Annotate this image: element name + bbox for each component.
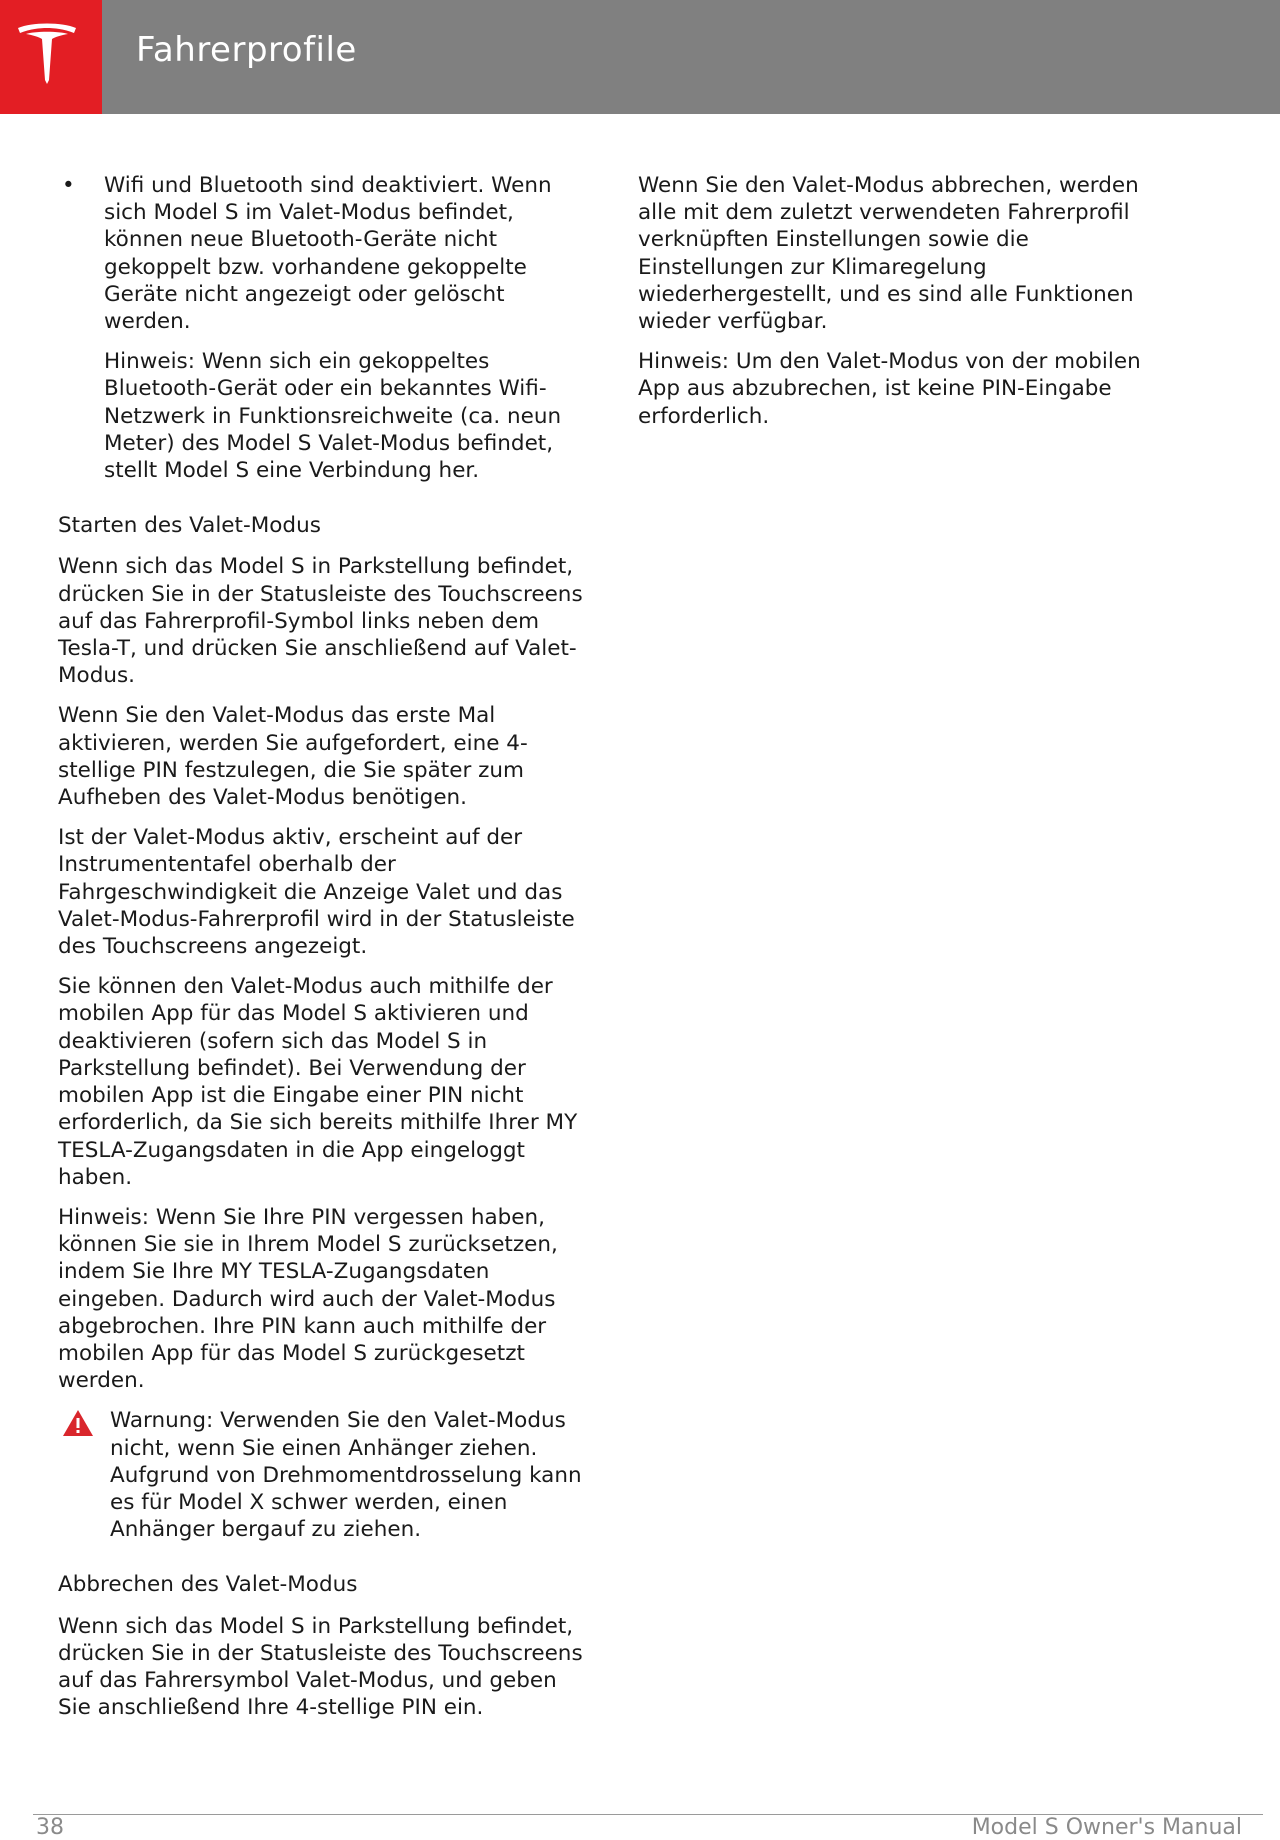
logo-box <box>0 0 102 114</box>
note-paragraph: Hinweis: Um den Valet-Modus von der mobilen App aus abzubrechen, ist keine PIN-Eingabe erforderlich. <box>638 349 1141 429</box>
left-column <box>58 172 588 1734</box>
warning-block <box>58 1407 588 1543</box>
paragraph: Wenn sich das Model S in Parkstellung befindet, drücken Sie in der Statusleiste des Touchscreens auf das Fahrerprofil-Symbol links neben dem Tesla-T, und drücken Sie anschließend auf Valet-Modus. <box>58 554 583 689</box>
warning-text: Warnung: Verwenden Sie den Valet-Modus nicht, wenn Sie einen Anhänger ziehen. Aufgrund von Drehmomentdrosselung kann es für Model X schwer werden, einen Anhänger bergauf zu ziehen. <box>110 1408 582 1543</box>
manual-title: Model S Owner's Manual <box>971 1815 1242 1840</box>
paragraph: Wenn Sie den Valet-Modus das erste Mal aktivieren, werden Sie aufgefordert, eine 4-stellige PIN festzulegen, die Sie später zum Aufheben des Valet-Modus benötigen. <box>58 703 528 811</box>
bullet-dot: • <box>62 173 75 198</box>
paragraph: Wenn sich das Model S in Parkstellung befindet, drücken Sie in der Statusleiste des Touchscreens auf das Fahrersymbol Valet-Modus, und geben Sie anschließend Ihre 4-stellige PIN ein. <box>58 1613 583 1721</box>
bullet-note: Hinweis: Wenn sich ein gekoppeltes Bluetooth-Gerät oder ein bekanntes Wifi-Netzwerk in Funktionsreichweite (ca. neun Meter) des Model S Valet-Modus befindet, stellt Model S eine Verbindung her. <box>104 349 562 484</box>
paragraph: Ist der Valet-Modus aktiv, erscheint auf der Instrumententafel oberhalb der Fahrgeschwindigkeit die Anzeige Valet und das Valet-Modus-Fahrerprofil wird in der Statusleiste des Touchscreens angezeigt. <box>58 825 575 960</box>
paragraph: Sie können den Valet-Modus auch mithilfe der mobilen App für das Model S aktivieren und deaktivieren (sofern sich das Model S in Parkstellung befindet). Bei Verwendung der mobilen App ist die Eingabe einer PIN nicht erforderlich, da Sie sich bereits mithilfe Ihrer MY TESLA-Zugangsdaten in die App eingeloggt haben. <box>58 974 578 1190</box>
right-column <box>638 172 1178 443</box>
page-header <box>0 0 1280 114</box>
page-number: 38 <box>36 1815 64 1840</box>
tesla-logo-icon <box>14 20 80 86</box>
warning-triangle-icon <box>62 1409 94 1437</box>
section-heading-start: Starten des Valet-Modus <box>58 513 321 539</box>
bullet-text: Wifi und Bluetooth sind deaktiviert. Wenn sich Model S im Valet-Modus befindet, können neue Bluetooth-Geräte nicht gekoppelt bzw. vorhandene gekoppelte Geräte nicht angezeigt oder gelöscht werden. <box>104 173 552 335</box>
note-paragraph: Hinweis: Wenn Sie Ihre PIN vergessen haben, können Sie sie in Ihrem Model S zurücksetzen, indem Sie Ihre MY TESLA-Zugangsdaten eingeben. Dadurch wird auch der Valet-Modus abgebrochen. Ihre PIN kann auch mithilfe der mobilen App für das Model S zurückgesetzt werden. <box>58 1204 558 1394</box>
paragraph: Wenn Sie den Valet-Modus abbrechen, werden alle mit dem zuletzt verwendeten Fahrerprofil verknüpften Einstellungen sowie die Einstellungen zur Klimaregelung wiederhergestellt, und es sind alle Funktionen wieder verfügbar. <box>638 173 1139 335</box>
page-title: Fahrerprofile <box>136 30 357 70</box>
bullet-item <box>58 172 588 484</box>
section-heading-cancel: Abbrechen des Valet-Modus <box>58 1572 358 1598</box>
